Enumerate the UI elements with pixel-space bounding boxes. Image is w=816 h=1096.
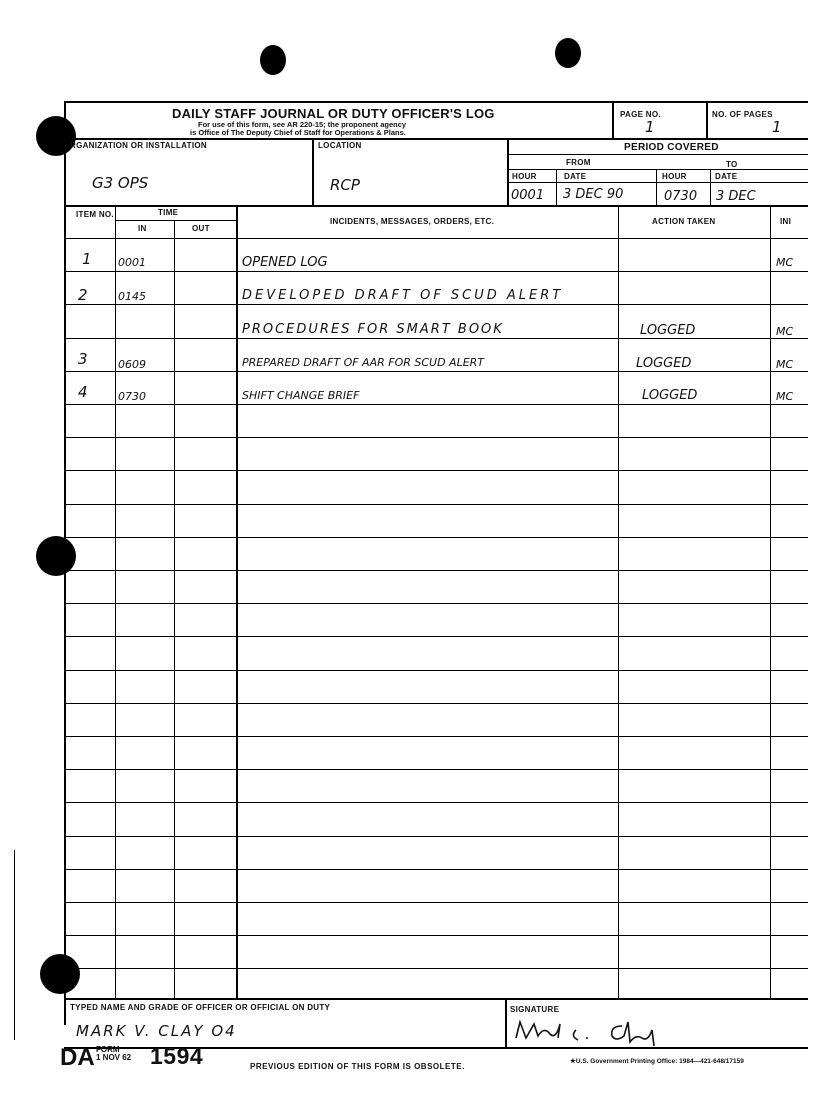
entry-action: LOGGED: [636, 356, 692, 371]
entry-initials: MC: [776, 390, 794, 403]
row-rule: [64, 371, 808, 372]
punch-hole: [260, 45, 286, 75]
footer-form-number: 1594: [150, 1043, 204, 1069]
footer-form-label: FORM 1 NOV 62: [96, 1045, 132, 1062]
location-value: RCP: [330, 176, 360, 194]
from-label: FROM: [566, 158, 591, 167]
time-out-label: OUT: [192, 224, 210, 233]
entry-action: LOGGED: [640, 323, 696, 338]
entry-initials: MC: [776, 256, 794, 269]
entry-initials: MC: [776, 358, 794, 371]
row-rule: [64, 836, 808, 837]
form-title: DAILY STAFF JOURNAL OR DUTY OFFICER'S LOG: [172, 106, 495, 121]
row-rule: [64, 338, 808, 339]
entry-text: SHIFT CHANGE BRIEF: [242, 389, 360, 402]
footer-gpo: ★U.S. Government Printing Office: 1984—421-648/17159: [570, 1058, 744, 1065]
entry-text: OPENED LOG: [242, 255, 328, 270]
from-date-value: 3 DEC 90: [563, 187, 624, 202]
typed-name-label: TYPED NAME AND GRADE OF OFFICER OR OFFICIAL ON DUTY: [70, 1003, 331, 1012]
row-rule: [64, 470, 808, 471]
from-hour-label: HOUR: [512, 172, 537, 181]
period-covered-label: PERIOD COVERED: [624, 142, 719, 153]
time-in-label: IN: [138, 224, 147, 233]
row-rule: [64, 670, 808, 671]
row-rule: [64, 603, 808, 604]
row-rule: [64, 570, 808, 571]
to-hour-label: HOUR: [662, 172, 687, 181]
row-rule: [64, 304, 808, 305]
row-rule: [64, 238, 808, 239]
organization-value: G3 OPS: [92, 174, 149, 192]
no-of-pages-value: 1: [772, 118, 782, 136]
row-rule: [64, 271, 808, 272]
from-date-label: DATE: [564, 172, 587, 181]
row-rule: [64, 404, 808, 405]
to-hour-value: 0730: [664, 189, 698, 204]
entry-text: DEVELOPED DRAFT OF SCUD ALERT: [242, 288, 564, 303]
entry-text: PROCEDURES FOR SMART BOOK: [242, 322, 504, 337]
entry-initials: MC: [776, 325, 794, 338]
to-date-label: DATE: [715, 172, 738, 181]
from-hour-value: 0001: [511, 188, 545, 203]
signature-image: [512, 1016, 672, 1048]
scan-artifact-line: [14, 850, 15, 1040]
row-rule: [64, 869, 808, 870]
organization-label: RGANIZATION OR INSTALLATION: [70, 141, 207, 150]
incidents-label: INCIDENTS, MESSAGES, ORDERS, ETC.: [330, 217, 495, 226]
to-date-value: 3 DEC: [716, 189, 756, 204]
row-rule: [64, 935, 808, 936]
row-rule: [64, 902, 808, 903]
row-rule: [64, 769, 808, 770]
row-rule: [64, 968, 808, 969]
row-rule: [64, 703, 808, 704]
entry-item-no: 2: [78, 286, 88, 304]
footer-da: DA: [60, 1044, 95, 1071]
form-subtitle-2: is Office of The Deputy Chief of Staff for Operations & Plans.: [190, 128, 406, 137]
row-rule: [64, 636, 808, 637]
row-rule: [64, 537, 808, 538]
entry-item-no: 4: [78, 383, 88, 401]
entry-item-no: 3: [78, 350, 88, 368]
entry-time-in: 0730: [118, 390, 146, 403]
row-rule: [64, 802, 808, 803]
entry-item-no: 1: [82, 250, 92, 268]
punch-hole: [36, 116, 76, 156]
typed-name-value: MARK V. CLAY O4: [76, 1022, 237, 1040]
page-no-value: 1: [645, 118, 655, 136]
to-label: TO: [726, 160, 738, 169]
entry-time-in: 0145: [118, 290, 146, 303]
item-no-label: ITEM NO.: [76, 210, 114, 219]
time-label: TIME: [158, 208, 179, 217]
action-taken-label: ACTION TAKEN: [652, 217, 716, 226]
entry-time-in: 0609: [118, 358, 146, 371]
footer-previous-edition: PREVIOUS EDITION OF THIS FORM IS OBSOLETE.: [250, 1062, 465, 1071]
form-subtitle-1: For use of this form, see AR 220-15; the proponent agency: [198, 120, 407, 129]
entry-action: LOGGED: [642, 388, 698, 403]
row-rule: [64, 504, 808, 505]
entry-time-in: 0001: [118, 256, 146, 269]
signature-label: SIGNATURE: [510, 1005, 560, 1014]
punch-hole: [555, 38, 581, 68]
no-of-pages-label: NO. OF PAGES: [712, 110, 773, 119]
row-rule: [64, 736, 808, 737]
row-rule: [64, 437, 808, 438]
punch-hole: [40, 954, 80, 994]
entry-text: PREPARED DRAFT OF AAR FOR SCUD ALERT: [242, 356, 485, 369]
location-label: LOCATION: [318, 141, 362, 150]
initials-label: INI: [780, 217, 792, 226]
page-no-label: PAGE NO.: [620, 110, 661, 119]
